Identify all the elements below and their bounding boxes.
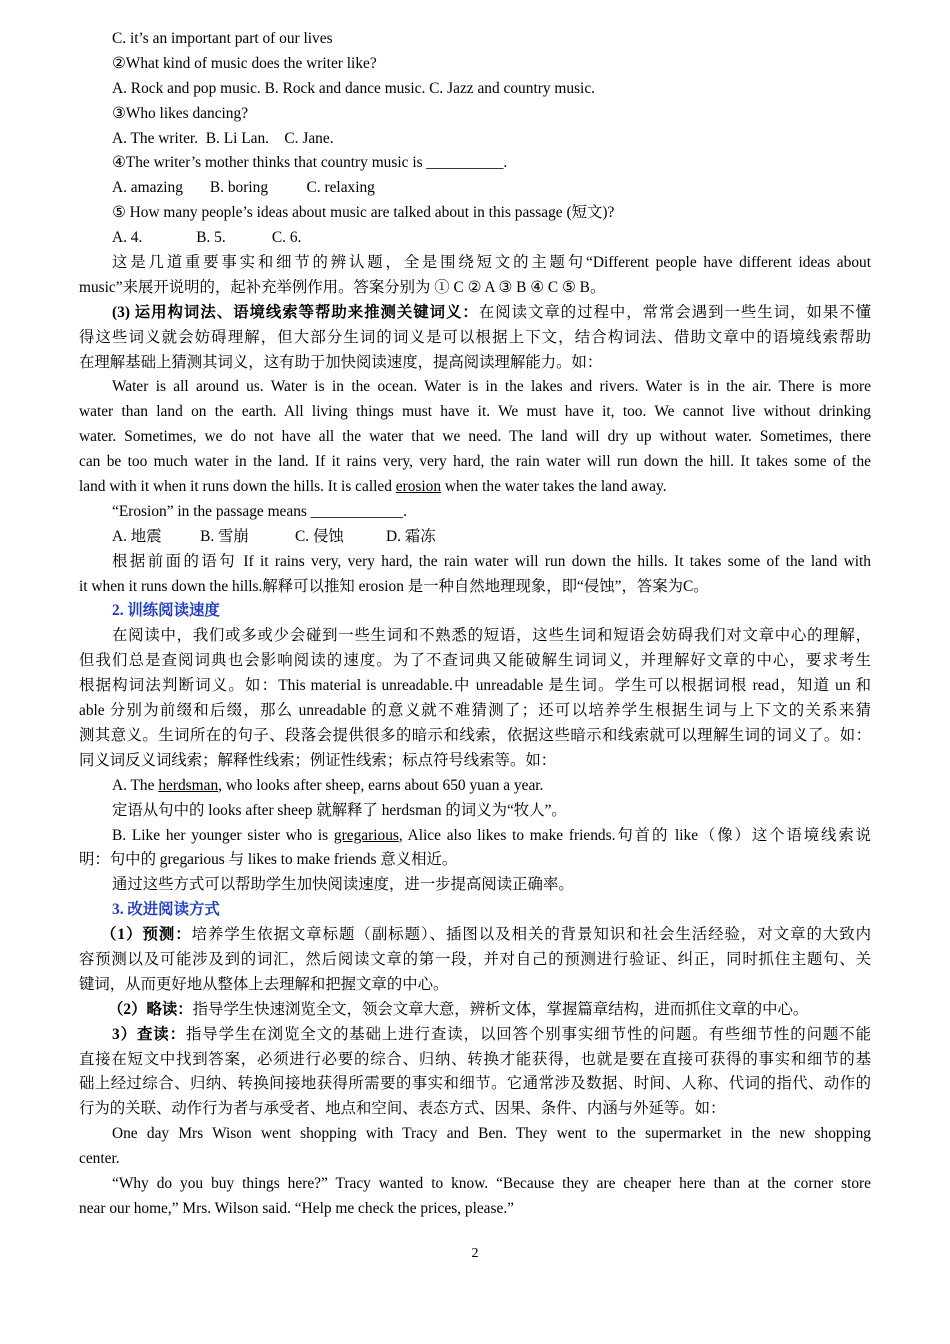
text-line: 通过这些方式可以帮助学生加快阅读速度，进一步提高阅读正确率。	[112, 876, 574, 894]
text-span: , Alice also likes to make friends.句首的 like（像）这个语境线索说	[398, 826, 871, 844]
text-line: 同义词反义词线索；解释性线索；例证性线索；标点符号线索等。如：	[79, 751, 557, 769]
text-line: 在理解基础上猜测其词义，这有助于加快阅读速度，提高阅读理解能力。如：	[79, 353, 603, 371]
question-line: ④The writer’s mother thinks that country music is __________.	[112, 154, 508, 172]
text-line: 得这些词义就会妨碍理解，但大部分生词的词义是可以根据上下文，结合构词法、借助文章中的语境线索帮助	[79, 328, 871, 346]
options-line: A. 地震 B. 雪崩 C. 侵蚀 D. 霜冻	[112, 527, 436, 545]
document-body	[79, 27, 871, 1222]
passage-line	[79, 475, 871, 500]
passage-line: water. Sometimes, we do not have all the water that we need. The land will dry up without water. Sometimes, there	[79, 428, 871, 446]
section-heading: 2. 训练阅读速度	[112, 602, 220, 620]
text-line: 键词，从而更好地从整体上去理解和把握文章的中心。	[79, 975, 449, 993]
text-line: it when it runs down the hills.解释可以推知 erosion 是一种自然地理现象，即“侵蚀”，答案为C。	[79, 577, 709, 595]
page-number: 2	[471, 1246, 479, 1261]
passage-line: One day Mrs Wison went shopping with Tracy and Ben. They went to the supermarket in the new shopping	[112, 1125, 871, 1143]
bold-lead: （2）略读：	[108, 1000, 193, 1018]
text-line: 根据前面的语句 If it rains very, very hard, the rain water will run down the hills. It takes some of the land with	[112, 552, 871, 570]
bold-lead: （1）预测：	[101, 926, 192, 944]
options-line: A. The writer. B. Li Lan. C. Jane.	[112, 129, 334, 147]
underlined-word: gregarious	[333, 826, 399, 844]
section-heading: 3. 改进阅读方式	[112, 901, 220, 919]
text-span: B. Like her younger sister who is	[112, 826, 334, 844]
text-span: , who looks after sheep, earns about 650 yuan a year.	[218, 776, 544, 794]
options-line: A. Rock and pop music. B. Rock and dance music. C. Jazz and country music.	[112, 79, 595, 97]
text-line: 定语从句中的 looks after sheep 就解释了 herdsman 的词义为“牧人”。	[112, 801, 567, 819]
example-line	[79, 774, 871, 799]
text-line: 在阅读中，我们或多或少会碰到一些生词和不熟悉的短语，这些生词和短语会妨碍我们对文章中心的理解，	[112, 627, 871, 645]
question-line: “Erosion” in the passage means ____________.	[112, 502, 407, 520]
text-line: 础上经过综合、归纳、转换间接地获得所需要的事实和细节。它通常涉及数据、时间、人称、代词的指代、动作的	[79, 1075, 871, 1093]
text-line: able 分别为前缀和后缀，那么 unreadable 的意义就不难猜测了；还可以培养学生根据生词与上下文的关系来猜	[79, 702, 871, 720]
section-lead-line	[79, 301, 871, 326]
example-line	[79, 824, 871, 849]
passage-line: can be too much water in the land. If it rains very, very hard, the rain water will run down the hill. It takes some of the	[79, 453, 871, 471]
passage-line: near our home,” Mrs. Wilson said. “Help me check the prices, please.”	[79, 1199, 515, 1217]
text-span: 指导学生在浏览全文的基础上进行查读，以回答个别事实细节性的问题。有些细节性的问题不能	[185, 1025, 871, 1043]
text-span: 在阅读文章的过程中，常常会遇到一些生词，如果不懂	[478, 303, 871, 321]
bold-lead: 3）查读：	[112, 1025, 186, 1043]
text-span: 指导学生快速浏览全文，领会文章大意，辨析文体，掌握篇章结构，进而抓住文章的中心。	[192, 1000, 809, 1018]
text-line: 但我们总是查阅词典也会影响阅读的速度。为了不查词典又能破解生词词义，并理解好文章的中心，要求考生	[79, 652, 871, 670]
text-span: 培养学生依据文章标题（副标题）、插图以及相关的背景知识和社会生活经验，对文章的大致内	[191, 926, 871, 944]
question-line: ③Who likes dancing?	[112, 104, 249, 122]
section-lead-line	[79, 1023, 871, 1048]
text-span: A. The	[112, 776, 159, 794]
text-line: 测其意义。生词所在的句子、段落会提供很多的暗示和线索，依据这些暗示和线索就可以理解生词的词义了。如：	[79, 726, 871, 744]
passage-line: Water is all around us. Water is in the ocean. Water is in the lakes and rivers. Water is in the air. There is more	[112, 378, 871, 396]
question-line: ⑤ How many people’s ideas about music are talked about in this passage (短文)?	[112, 204, 615, 222]
text-line: 这是几道重要事实和细节的辨认题，全是围绕短文的主题句“Different people have different ideas about	[112, 254, 871, 272]
text-span: when the water takes the land away.	[441, 478, 667, 496]
text-line: 行为的关联、动作行为者与承受者、地点和空间、表态方式、因果、条件、内涵与外延等。如：	[79, 1100, 726, 1118]
text-span: land with it when it runs down the hills. It is called	[79, 478, 396, 496]
question-line: ②What kind of music does the writer like?	[112, 54, 377, 72]
text-line: C. it’s an important part of our lives	[112, 30, 333, 47]
bold-lead: (3) 运用构词法、语境线索等帮助来推测关键词义：	[112, 303, 479, 321]
section-lead-line	[79, 923, 871, 948]
passage-line: “Why do you buy things here?” Tracy wanted to know. “Because they are cheaper here than at the corner store	[112, 1174, 871, 1192]
options-line: A. 4. B. 5. C. 6.	[112, 229, 302, 247]
text-line: 根据构词法判断词义。如：This material is unreadable.中 unreadable 是生词。学生可以根据词根 read，知道 un 和	[79, 677, 871, 695]
text-line: 容预测以及可能涉及到的词汇，然后阅读文章的第一段，并对自己的预测进行验证、纠正，同时抓住主题句、关	[79, 950, 871, 968]
passage-line: water than land on the earth. All living things must have it. We must have it, too. We cannot live without drinking	[79, 403, 871, 421]
underlined-word: erosion	[395, 478, 442, 496]
section-lead-line	[79, 998, 871, 1023]
text-line: 直接在短文中找到答案，必须进行必要的综合、归纳、转换才能获得，也就是要在直接可获得的事实和细节的基	[79, 1050, 871, 1068]
options-line: A. amazing B. boring C. relaxing	[112, 179, 375, 197]
underlined-word: herdsman	[158, 776, 219, 794]
text-line: 明：句中的 gregarious 与 likes to make friends 意义相近。	[79, 851, 458, 869]
text-line: music”来展开说明的，起补充举例作用。答案分别为 ① C ② A ③ B ④ C ⑤ B。	[79, 278, 606, 296]
passage-line: center.	[79, 1150, 120, 1168]
